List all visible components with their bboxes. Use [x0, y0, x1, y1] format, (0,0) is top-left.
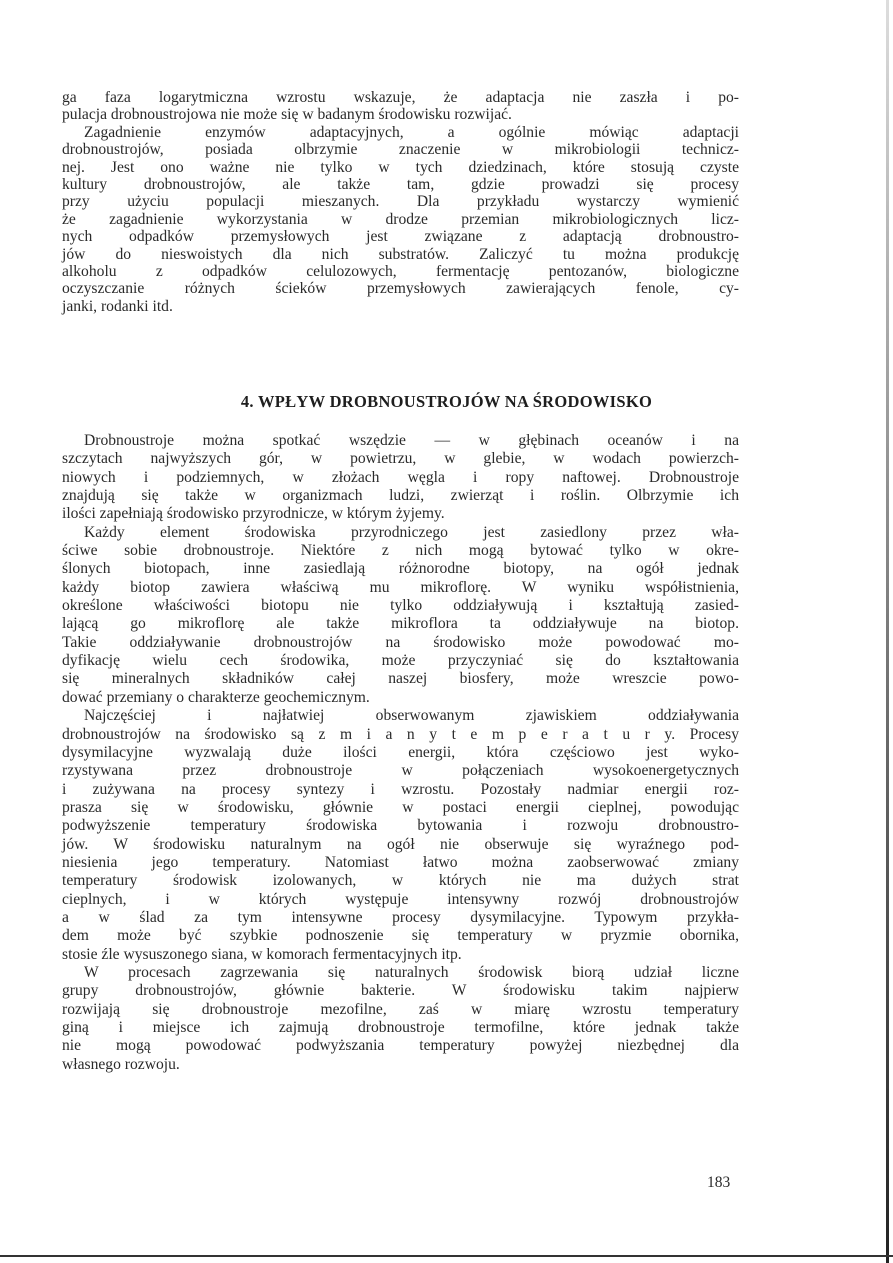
text-line: szczytach najwyższych gór, w powietrzu, w glebie, w wodach powierzch-	[62, 450, 739, 468]
text-line: określone właściwości biotopu nie tylko oddziaływują i kształtują zasied-	[62, 597, 739, 615]
text-line: lającą go mikroflorę ale także mikroflora ta oddziaływuje na biotop.	[62, 615, 739, 633]
text-line: jów do nieswoistych dla nich substratów. Zaliczyć tu można produkcję	[62, 245, 739, 263]
text-line: dem może być szybkie podnoszenie się temperatury w pryzmie obornika,	[62, 927, 739, 945]
text-line: dyfikację wielu cech środowika, może przyczyniać się do kształtowania	[62, 652, 739, 670]
text-line: jów. W środowisku naturalnym na ogół nie obserwuje się wyraźnego pod-	[62, 835, 739, 853]
page-number: 183	[707, 1174, 731, 1191]
text-line: dować przemiany o charakterze geochemicznym.	[62, 688, 370, 706]
text-line: giną i miejsce ich zajmują drobnoustroje termofilne, które jednak także	[62, 1019, 739, 1036]
text-line: W procesach zagrzewania się naturalnych środowisk biorą udział liczne	[84, 963, 739, 981]
text-line: prasza się w środowisku, głównie w postaci energii cieplnej, powodując	[62, 798, 739, 816]
text-line: alkoholu z odpadków celulozowych, fermentację pentozanów, biologiczne	[62, 262, 739, 280]
text-line: że zagadnienie wykorzystania w drodze przemian mikrobiologicznych licz-	[62, 210, 739, 228]
text-line: ślonych biotopach, inne zasiedlają różnorodne biotopy, na ogół jednak	[62, 560, 739, 578]
text-line: podwyższenie temperatury środowiska bytowania i rozwoju drobnoustro-	[62, 817, 739, 835]
paragraph	[62, 124, 739, 315]
text-line: drobnoustrojów, posiada olbrzymie znaczenie w mikrobiologii technicz-	[62, 141, 739, 159]
text-line: ilości zapełniają środowisko przyrodnicze, w którym żyjemy.	[62, 505, 445, 523]
text-line: przy użyciu populacji mieszanych. Dla przykładu wystarczy wymienić	[62, 193, 739, 211]
text-line: własnego rozwoju.	[62, 1055, 180, 1073]
text-line: kultury drobnoustrojów, ale także tam, gdzie prowadzi się procesy	[62, 175, 739, 193]
text-line: nej. Jest ono ważne nie tylko w tych dziedzinach, które stosują czyste	[62, 158, 739, 176]
text-line: niowych i podziemnych, w złożach węgla i ropy naftowej. Drobnoustroje	[62, 468, 739, 486]
text-line: grupy drobnoustrojów, głównie bakterie. W środowisku takim najpierw	[62, 982, 739, 1000]
section-intro-text	[62, 89, 739, 315]
text-line: nych odpadków przemysłowych jest związane z adaptacją drobnoustro-	[62, 228, 739, 246]
scan-edge-right	[886, 0, 889, 1263]
text-line: każdy biotop zawiera właściwą mu mikroflorę. W wyniku współistnienia,	[62, 578, 739, 596]
paragraph	[62, 524, 739, 707]
text-line: znajdują się także w organizmach ludzi, zwierząt i roślin. Olbrzymie ich	[62, 487, 739, 505]
paragraph	[62, 432, 739, 524]
text-line: drobnoustrojów na środowisko są z m i a n y t e m p e r a t u r y. Procesy	[62, 725, 739, 743]
text-line: i zużywana na procesy syntezy i wzrostu. Pozostały nadmiar energii roz-	[62, 780, 739, 798]
text-line: nie mogą powodować podwyższania temperatury powyżej niezbędnej dla	[62, 1037, 739, 1055]
text-line: ga faza logarytmiczna wzrostu wskazuje, że adaptacja nie zaszła i po-	[62, 89, 739, 106]
text-line: Takie oddziaływanie drobnoustrojów na środowisko może powodować mo-	[62, 633, 739, 651]
text-line: rzystywana przez drobnoustroje w połączeniach wysokoenergetycznych	[62, 762, 739, 780]
text-line: się mineralnych składników całej naszej biosfery, może wreszcie powo-	[62, 670, 739, 688]
scan-edge-bottom	[0, 1255, 893, 1257]
text-line: Najczęściej i najłatwiej obserwowanym zjawiskiem oddziaływania	[84, 707, 739, 725]
paragraph	[62, 707, 739, 964]
text-line: Zagadnienie enzymów adaptacyjnych, a ogólnie mówiąc adaptacji	[84, 123, 739, 141]
text-line: stosie źle wysuszonego siana, w komorach fermentacyjnych itp.	[62, 945, 462, 963]
text-line: niesienia jego temperatury. Natomiast łatwo można zaobserwować zmiany	[62, 853, 739, 871]
paragraph	[62, 89, 739, 124]
text-line: Drobnoustroje można spotkać wszędzie — w głębinach oceanów i na	[84, 432, 739, 449]
text-line: a w ślad za tym intensywne procesy dysymilacyjne. Typowym przykła-	[62, 908, 739, 926]
text-line: temperatury środowisk izolowanych, w których nie ma dużych strat	[62, 872, 739, 890]
section-4-body-text	[62, 432, 739, 1074]
text-line: dysymilacyjne wyzwalają duże ilości energii, która częściowo jest wyko-	[62, 743, 739, 761]
text-line: janki, rodanki itd.	[62, 297, 173, 315]
text-line: ściwe sobie drobnoustroje. Niektóre z nich mogą bytować tylko w okre-	[62, 542, 739, 560]
text-line: pulacja drobnoustrojowa nie może się w badanym środowisku rozwijać.	[62, 106, 512, 124]
section-heading: 4. WPŁYW DROBNOUSTROJÓW NA ŚRODOWISKO	[240, 392, 653, 411]
text-line: Każdy element środowiska przyrodniczego jest zasiedlony przez wła-	[84, 523, 739, 541]
text-line: oczyszczanie różnych ścieków przemysłowych zawierających fenole, cy-	[62, 280, 739, 298]
text-line: rozwijają się drobnoustroje mezofilne, zaś w miarę wzrostu temperatury	[62, 1000, 739, 1018]
text-line: cieplnych, i w których występuje intensywny rozwój drobnoustrojów	[62, 890, 739, 908]
paragraph	[62, 964, 739, 1074]
